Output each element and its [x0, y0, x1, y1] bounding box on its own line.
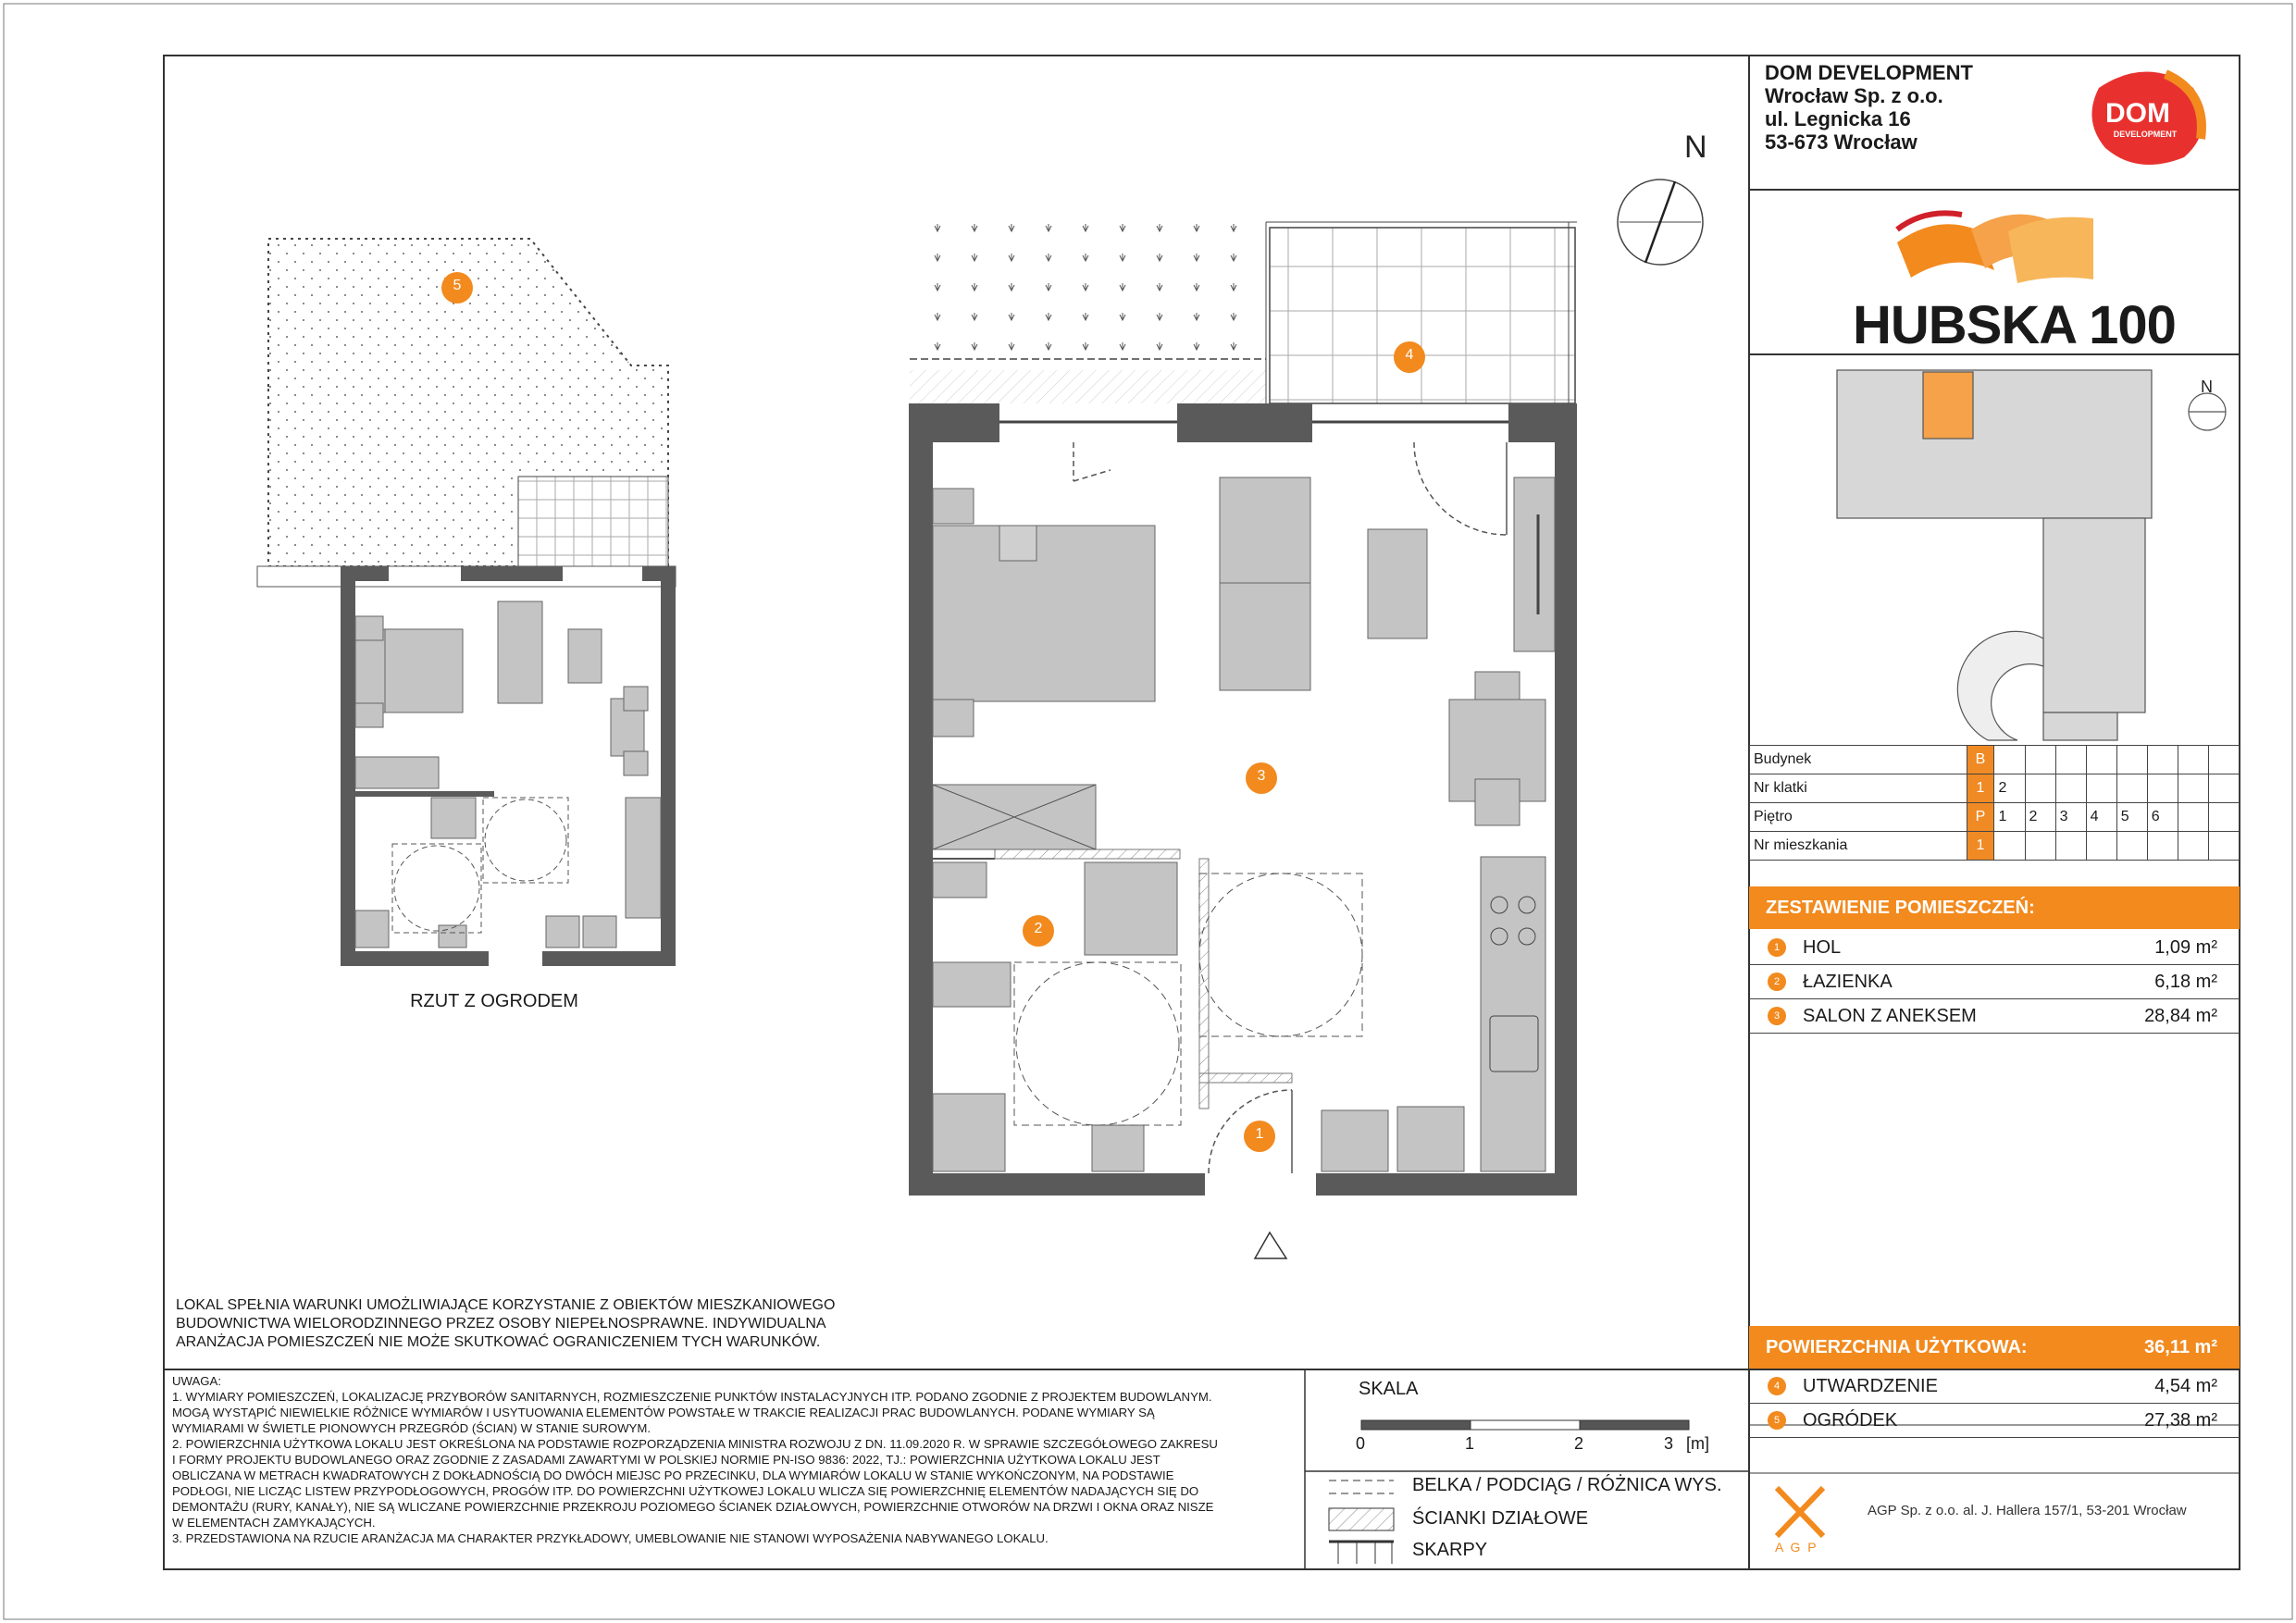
room-name: OGRÓDEK — [1803, 1409, 1898, 1431]
specs-cell: 1 — [1994, 803, 2025, 832]
legend-symbols — [1329, 1481, 1394, 1564]
specs-cell — [2178, 746, 2208, 774]
specs-cell: 6 — [2147, 803, 2178, 832]
scale-tick-2: 2 — [1574, 1434, 1584, 1453]
room-row — [1749, 1369, 2240, 1404]
agp-logo-mark — [1777, 1488, 1823, 1536]
room-row — [1749, 1404, 2240, 1438]
specs-cell: 3 — [2055, 803, 2086, 832]
extras-list — [1749, 1369, 2240, 1438]
specs-cell — [2116, 832, 2147, 861]
specs-label: Nr mieszkania — [1750, 832, 1967, 861]
hubska-film-logo — [1897, 213, 2093, 283]
room-marker-4: 4 — [1405, 347, 1414, 363]
room-area: 1,09 m² — [2154, 936, 2217, 958]
specs-cell — [2178, 774, 2208, 803]
legend-beam: BELKA / PODCIĄG / RÓŻNICA WYS. — [1412, 1475, 1722, 1495]
specs-cell — [2086, 774, 2116, 803]
developer-address — [1765, 61, 1973, 154]
room-area: 6,18 m² — [2154, 971, 2217, 992]
specs-highlight: B — [1967, 746, 1994, 774]
agp-mark-text: A G P — [1775, 1540, 1818, 1555]
developer-city: 53-673 Wrocław — [1765, 130, 1917, 154]
scale-tick-3: 3 — [1664, 1434, 1674, 1453]
note-line: UWAGA: — [172, 1374, 221, 1388]
specs-cell: 4 — [2086, 803, 2116, 832]
specs-label: Nr klatki — [1750, 774, 1967, 803]
room-marker-2: 2 — [1034, 921, 1043, 936]
specs-cell — [2208, 774, 2239, 803]
accessibility-line: BUDOWNICTWA WIELORODZINNEGO PRZEZ OSOBY NIEPEŁNOSPRAWNE. INDYWIDUALNA — [176, 1316, 826, 1332]
specs-cell — [2055, 746, 2086, 774]
key-plan — [1837, 370, 2226, 740]
specs-table — [1749, 745, 2240, 861]
usable-area-label: POWIERZCHNIA UŻYTKOWA: — [1766, 1336, 2028, 1357]
scale-tick-0: 0 — [1356, 1434, 1366, 1453]
scale-bar — [1361, 1420, 1689, 1430]
specs-cell — [2116, 746, 2147, 774]
note-line: OBLICZANA W METRACH KWADRATOWYCH Z DOKŁADNOŚCIĄ DO DWÓCH MIEJSC PO PRZECINKU, DLA WYMIARÓW LOKALU W STANIE WYKOŃCZONYM, NA PODSTAWIE — [172, 1468, 1174, 1482]
specs-highlight: 1 — [1967, 832, 1994, 861]
specs-cell — [2025, 774, 2055, 803]
note-line: WYMIARAMI W ŚWIETLE PIONOWYCH PRZEGRÓD (ŚCIAN) W STANIE SUROWYM. — [172, 1421, 652, 1435]
specs-cell — [2147, 746, 2178, 774]
room-number-badge: 4 — [1768, 1377, 1786, 1395]
specs-cell — [2178, 832, 2208, 861]
note-line: PODŁOGI, NIE LICZĄC LISTEW PRZYPODŁOGOWYCH, PROGÓW ITP. DO POWIERZCHNI UŻYTKOWEJ LOKALU WLICZA SIĘ POWIERZCHNIĘ ELEMENTÓW NADAJĄCYCH SIĘ DO — [172, 1484, 1199, 1498]
specs-highlight: P — [1967, 803, 1994, 832]
specs-cell: 2 — [2025, 803, 2055, 832]
usable-area-bar — [1749, 1326, 2240, 1369]
architect-info: AGP Sp. z o.o. al. J. Hallera 157/1, 53-201 Wrocław — [1868, 1503, 2187, 1518]
room-marker-1: 1 — [1255, 1126, 1264, 1142]
usable-area-value: 36,11 m² — [2144, 1336, 2217, 1357]
accessibility-line: LOKAL SPEŁNIA WARUNKI UMOŻLIWIAJĄCE KORZYSTANIE Z OBIEKTÓW MIESZKANIOWEGO — [176, 1297, 836, 1313]
note-line: W ELEMENTACH ZAMYKAJĄCYCH. — [172, 1516, 376, 1530]
accessibility-line: ARANŻACJA POMIESZCZEŃ NIE MOŻE SKUTKOWAĆ OGRANICZENIEM TYCH WARUNKÓW. — [176, 1334, 821, 1350]
specs-cell — [1994, 746, 2025, 774]
room-row — [1749, 999, 2240, 1034]
specs-cell — [2025, 832, 2055, 861]
main-plan — [909, 222, 1577, 1258]
developer-name: DOM DEVELOPMENT — [1765, 61, 1973, 84]
specs-row — [1750, 803, 2240, 832]
specs-cell — [2086, 832, 2116, 861]
garden-plan — [257, 239, 676, 966]
legend-partition-walls: ŚCIANKI DZIAŁOWE — [1412, 1508, 1589, 1529]
note-line: 1. WYMIARY POMIESZCZEŃ, LOKALIZACJĘ PRZYBORÓW SANITARNYCH, ROZMIESZCZENIE PUNKTÓW INSTALACYJNYCH ITP. PODANO ZGODNIE Z PROJEKTEM BUDOWLANYM. — [172, 1390, 1212, 1404]
dom-logo-text: DOM — [2105, 98, 2170, 129]
note-line: I FORMY PROJEKTU BUDOWLANEGO ORAZ ZGODNIE Z ZASADAMI ZAWARTYMI W POLSKIEJ NORMIE PN-ISO 9836: 2022, TJ.: POWIERZCHNIA UŻYTKOWA LOKALU JEST — [172, 1453, 1160, 1467]
room-number-badge: 3 — [1768, 1007, 1786, 1025]
room-number-badge: 1 — [1768, 938, 1786, 957]
room-row — [1749, 931, 2240, 965]
project-name: HUBSKA 100 — [1853, 295, 2176, 355]
specs-label: Budynek — [1750, 746, 1967, 774]
room-number-badge: 2 — [1768, 973, 1786, 991]
room-area: 27,38 m² — [2144, 1409, 2217, 1431]
room-marker-3: 3 — [1257, 768, 1266, 784]
rooms-list — [1749, 931, 2240, 1034]
specs-cell — [2116, 774, 2147, 803]
developer-street: ul. Legnicka 16 — [1765, 107, 1911, 130]
specs-cell — [2147, 832, 2178, 861]
specs-cell — [2208, 746, 2239, 774]
scale-label: SKALA — [1359, 1379, 1419, 1399]
note-line: DEMONTAŻU (RURY, KANAŁY), NIE SĄ WLICZANE POWIERZCHNIE PRZEKROJU POZIOMEGO ŚCIANEK DZIAŁOWYCH, POWIERZCHNIE OTWORÓW NA DRZWI I OKNA ORAZ NISZE — [172, 1500, 1214, 1514]
legend-slopes: SKARPY — [1412, 1540, 1488, 1560]
rooms-header: ZESTAWIENIE POMIESZCZEŃ: — [1749, 886, 2240, 929]
specs-row — [1750, 774, 2240, 803]
scale-tick-1: 1 — [1465, 1434, 1475, 1453]
specs-cell — [2055, 774, 2086, 803]
garden-plan-caption: RZUT Z OGRODEM — [410, 991, 578, 1011]
specs-highlight: 1 — [1967, 774, 1994, 803]
room-name: SALON Z ANEKSEM — [1803, 1005, 1977, 1026]
specs-row — [1750, 746, 2240, 774]
developer-company: Wrocław Sp. z o.o. — [1765, 84, 1943, 107]
room-name: UTWARDZENIE — [1803, 1375, 1938, 1396]
accessibility-note — [176, 1296, 835, 1352]
dom-logo-subtext: DEVELOPMENT — [2113, 130, 2178, 139]
north-label: N — [1684, 130, 1707, 165]
key-plan-north: N — [2201, 378, 2213, 396]
note-line: MOGĄ WYSTĄPIĆ NIEWIELKIE RÓŻNICE WYMIARÓW I USYTUOWANIA ELEMENTÓW POWSTAŁE W TRAKCIE REALIZACJI PRAC BUDOWLANYCH. PODANE WYMIARY SĄ — [172, 1406, 1155, 1419]
specs-cell — [2086, 746, 2116, 774]
specs-cell: 2 — [1994, 774, 2025, 803]
specs-cell — [2025, 746, 2055, 774]
specs-row — [1750, 832, 2240, 861]
specs-cell — [2208, 803, 2239, 832]
legal-notes — [172, 1373, 1297, 1546]
note-line: 2. POWIERZCHNIA UŻYTKOWA LOKALU JEST OKREŚLONA NA PODSTAWIE ROZPORZĄDZENIA MINISTRA ROZWOJU Z DN. 11.09.2020 R. W SPRAWIE SZCZEGÓŁOWEGO ZAKRESU — [172, 1437, 1218, 1451]
room-area: 4,54 m² — [2154, 1375, 2217, 1396]
room-name: ŁAZIENKA — [1803, 971, 1893, 992]
room-marker-5: 5 — [453, 278, 462, 293]
specs-cell — [2055, 832, 2086, 861]
specs-cell — [2147, 774, 2178, 803]
scale-unit: [m] — [1686, 1434, 1709, 1453]
room-number-badge: 5 — [1768, 1411, 1786, 1430]
note-line: 3. PRZEDSTAWIONA NA RZUCIE ARANŻACJA MA CHARAKTER PRZYKŁADOWY, UMEBLOWANIE NIE STANOWI WYPOSAŻENIA NABYWANEGO LOKALU. — [172, 1531, 1049, 1545]
room-name: HOL — [1803, 936, 1842, 958]
specs-cell — [1994, 832, 2025, 861]
north-compass — [1618, 180, 1703, 265]
room-area: 28,84 m² — [2144, 1005, 2217, 1026]
room-row — [1749, 965, 2240, 999]
specs-cell — [2178, 803, 2208, 832]
specs-label: Piętro — [1750, 803, 1967, 832]
specs-cell: 5 — [2116, 803, 2147, 832]
specs-cell — [2208, 832, 2239, 861]
